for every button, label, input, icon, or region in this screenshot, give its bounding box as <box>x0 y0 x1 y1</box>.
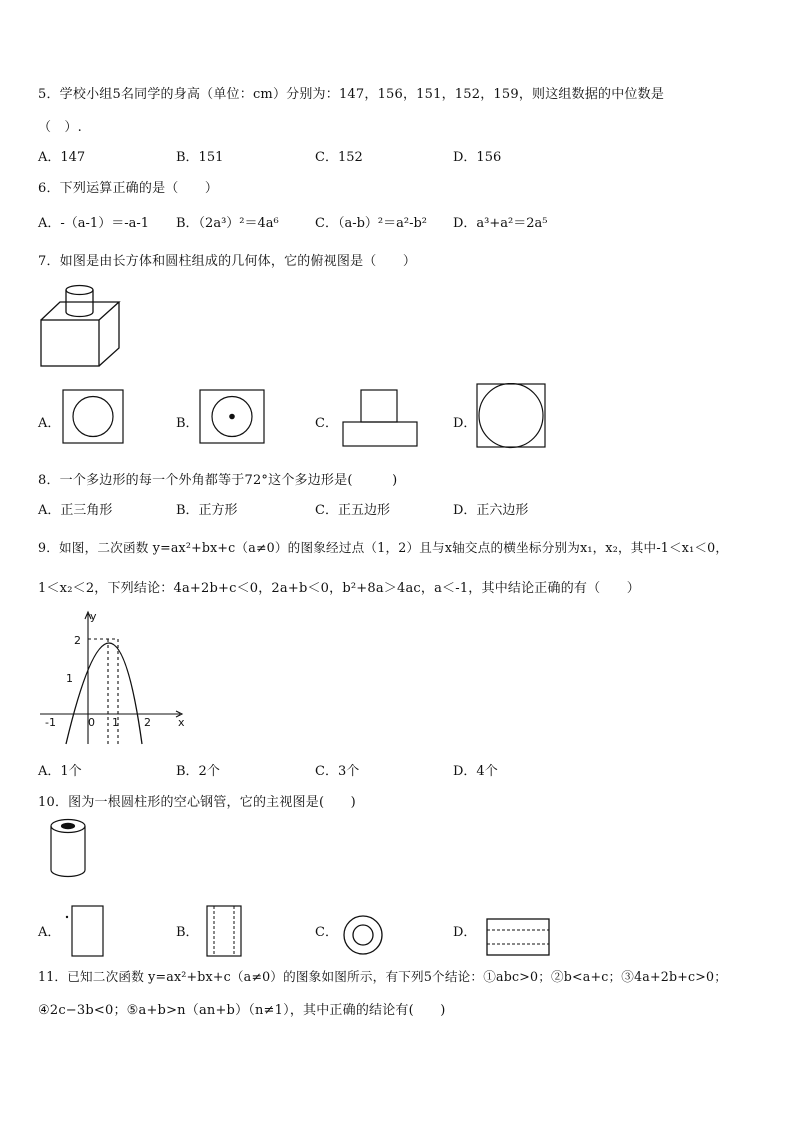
q9-stem-line1: 9．如图，二次函数 y=ax²+bx+c（a≠0）的图象经过点（1，2）且与x轴交点的横坐标分别为x₁，x₂，其中-1＜x₁＜0， <box>38 540 729 555</box>
q11-stem-line1: 11．已知二次函数 y=ax²+bx+c（a≠0）的图象如图所示，有下列5个结论：①abc>0；②b<a+c；③4a+2b+c>0； <box>38 969 728 984</box>
q9-stem-line2: 1＜x₂＜2，下列结论：4a+2b+c＜0，2a+b＜0，b²+8a＞4ac，a＜-1，其中结论正确的有（ ） <box>38 581 640 596</box>
q6-stem: 6．下列运算正确的是（ ） <box>38 181 219 196</box>
q10-stem: 10．图为一根圆柱形的空心钢管，它的主视图是( ) <box>38 795 356 810</box>
q9-option-c: C．3个 <box>315 764 360 779</box>
q5-option-c: C．152 <box>315 150 363 165</box>
q9-parabola-graph <box>36 608 196 748</box>
y-axis-label: y <box>90 610 97 623</box>
q10-option-d-figure <box>485 917 551 957</box>
q10-option-a-figure <box>64 903 106 959</box>
q6-option-d: D．a³+a²＝2a⁵ <box>453 216 548 231</box>
q7-option-d-figure <box>476 383 546 449</box>
q9-option-d: D．4个 <box>453 764 498 779</box>
q9-option-b: B．2个 <box>176 764 220 779</box>
q10-option-b-label: B． <box>176 925 199 940</box>
x-tick-0: 0 <box>88 716 95 729</box>
q9-option-a: A．1个 <box>38 764 82 779</box>
q10-option-c-label: C． <box>315 925 338 940</box>
q5-option-a: A．147 <box>38 150 86 165</box>
q11-stem-line2: ④2c−3b<0；⑤a+b>n（an+b）（n≠1），其中正确的结论有( ) <box>38 1003 446 1018</box>
q8-option-b: B．正方形 <box>176 503 238 518</box>
q7-option-b-figure <box>199 389 265 445</box>
q8-option-d: D．正六边形 <box>453 503 529 518</box>
x-axis-label: x <box>178 716 185 729</box>
q7-option-c-figure <box>342 389 420 447</box>
x-tick-neg1: -1 <box>45 716 56 729</box>
q7-option-c-label: C． <box>315 416 338 431</box>
parabola-curve <box>66 643 142 744</box>
q10-option-c-figure <box>341 913 385 957</box>
q6-option-c: C．（a-b）²＝a²-b² <box>315 216 428 231</box>
q10-option-b-figure <box>204 903 244 959</box>
q10-option-a-label: A． <box>38 925 61 940</box>
q7-option-a-figure <box>62 389 124 445</box>
q8-option-a: A．正三角形 <box>38 503 113 518</box>
q7-option-b-label: B． <box>176 416 199 431</box>
q10-hollow-pipe-figure <box>48 817 88 879</box>
q10-option-d-label: D． <box>453 925 477 940</box>
q8-stem: 8．一个多边形的每一个外角都等于72°这个多边形是( ) <box>38 473 398 488</box>
y-tick-2: 2 <box>74 634 81 647</box>
q7-solid-figure <box>38 282 124 370</box>
q7-option-d-label: D． <box>453 416 477 431</box>
q7-option-a-label: A． <box>38 416 61 431</box>
q5-option-d: D．156 <box>453 150 502 165</box>
x-tick-2: 2 <box>144 716 151 729</box>
q6-option-a: A．-（a-1）＝-a-1 <box>38 216 150 231</box>
q5-option-b: B．151 <box>176 150 224 165</box>
q7-stem: 7．如图是由长方体和圆柱组成的几何体，它的俯视图是（ ） <box>38 254 417 269</box>
x-tick-1: 1 <box>112 716 119 729</box>
q5-stem-line2: （ ）. <box>38 120 82 135</box>
q8-option-c: C．正五边形 <box>315 503 390 518</box>
q5-stem-line1: 5．学校小组5名同学的身高（单位：cm）分别为：147，156，151，152，159，则这组数据的中位数是 <box>38 87 665 102</box>
q6-option-b: B．（2a³）²＝4a⁶ <box>176 216 279 231</box>
y-tick-1: 1 <box>66 672 73 685</box>
